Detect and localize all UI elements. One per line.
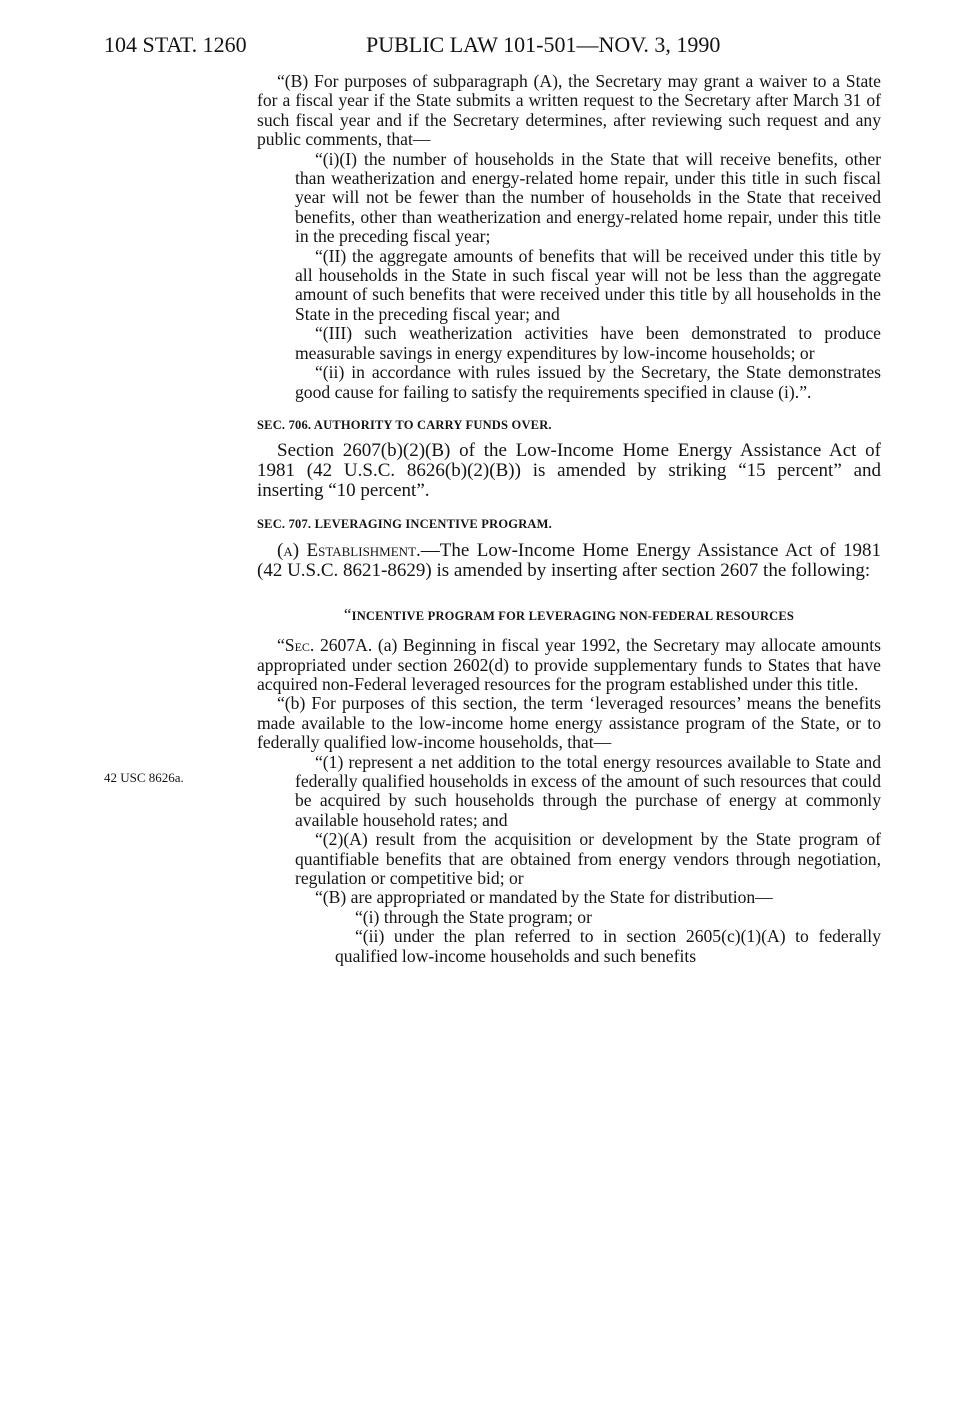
paragraph-2A: “(2)(A) result from the acquisition or development by the State program of quantifiable benefits that are obtained from energy vendors through negotiation, regulation or competitive bid; or bbox=[295, 829, 881, 888]
subsection-a-text: —The Low-Income Home Energy Assistance Act of 1981 (42 U.S.C. 8621-8629) is amended by inserting after section 2607 the following: bbox=[257, 539, 881, 581]
page-number: 104 STAT. 1260 bbox=[104, 32, 247, 57]
running-head: PUBLIC LAW 101-501—NOV. 3, 1990 bbox=[366, 32, 721, 57]
section-2607a-subsection-b: “(b) For purposes of this section, the term ‘leveraged resources’ means the benefits made available to the low-income home energy assistance program of the State, or to federally qualified low-income households, that— bbox=[257, 693, 881, 753]
waiver-clause-i-I: “(i)(I) the number of households in the State that will receive benefits, other than weatherization and energy-related home repair, under this title in such fiscal year will not be fewer than the number of households in the State that received benefits, other than weatherization and energy-related home repair, under this title in the preceding fiscal year; bbox=[295, 148, 881, 247]
heading-open-quote: “ bbox=[343, 604, 352, 624]
waiver-clause-II: “(II) the aggregate amounts of benefits that will be received under this title by all households in the State in such fiscal year will not be less than the aggregate amount of such benefits that were received under this title by all households in the State in the preceding fiscal year; and bbox=[295, 245, 881, 324]
paragraph-2B: “(B) are appropriated or mandated by the State for distribution— bbox=[315, 887, 773, 908]
clause-ii: “(ii) under the plan referred to in section 2605(c)(1)(A) to federally qualified low-income households and such benefits bbox=[335, 926, 881, 966]
section-706-heading: SEC. 706. AUTHORITY TO CARRY FUNDS OVER. bbox=[257, 417, 552, 432]
statute-body bbox=[257, 72, 881, 966]
section-2607a-subsection-a bbox=[257, 636, 881, 694]
section-706-body: Section 2607(b)(2)(B) of the Low-Income Home Energy Assistance Act of 1981 (42 U.S.C. 8626(b)(2)(B)) is amended by striking “15 percent” and inserting “10 percent”. bbox=[257, 440, 881, 502]
subsection-a-label: (a) Establishment. bbox=[277, 539, 421, 561]
page-header bbox=[0, 32, 958, 62]
margin-note-usc-citation: 42 USC 8626a. bbox=[104, 770, 184, 785]
waiver-clause-III: “(III) such weatherization activities have been demonstrated to produce measurable savings in energy expenditures by low-income households; or bbox=[295, 323, 881, 363]
waiver-clause-ii: “(ii) in accordance with rules issued by the Secretary, the State demonstrates good cause for failing to satisfy the requirements specified in clause (i).”. bbox=[295, 362, 881, 402]
paragraph-1: “(1) represent a net addition to the total energy resources available to State and federally qualified households in excess of the amount of such resources that could be acquired by such households through the purchase of energy at commonly available household rates; and bbox=[295, 751, 881, 830]
waiver-paragraph-b: “(B) For purposes of subparagraph (A), the Secretary may grant a waiver to a State for a fiscal year if the State submits a written request to the Secretary after March 31 of such fiscal year and if the Secretary determines, after reviewing such request and any public comments, that— bbox=[257, 71, 881, 150]
section-707-heading: SEC. 707. LEVERAGING INCENTIVE PROGRAM. bbox=[257, 517, 552, 532]
section-707-subsection-a bbox=[257, 541, 881, 581]
clause-i: “(i) through the State program; or bbox=[355, 906, 592, 927]
section-2607a-a-text: 2607A. (a) Beginning in fiscal year 1992, the Secretary may allocate amounts appropriated under section 2602(d) to provide supplementary funds to States that have acquired non-Federal leveraged resources for the program established under this title. bbox=[257, 635, 881, 694]
section-label: “Sec. bbox=[277, 635, 315, 656]
heading-text: INCENTIVE PROGRAM FOR LEVERAGING NON-FEDERAL RESOURCES bbox=[351, 608, 795, 623]
incentive-program-heading bbox=[257, 605, 881, 626]
